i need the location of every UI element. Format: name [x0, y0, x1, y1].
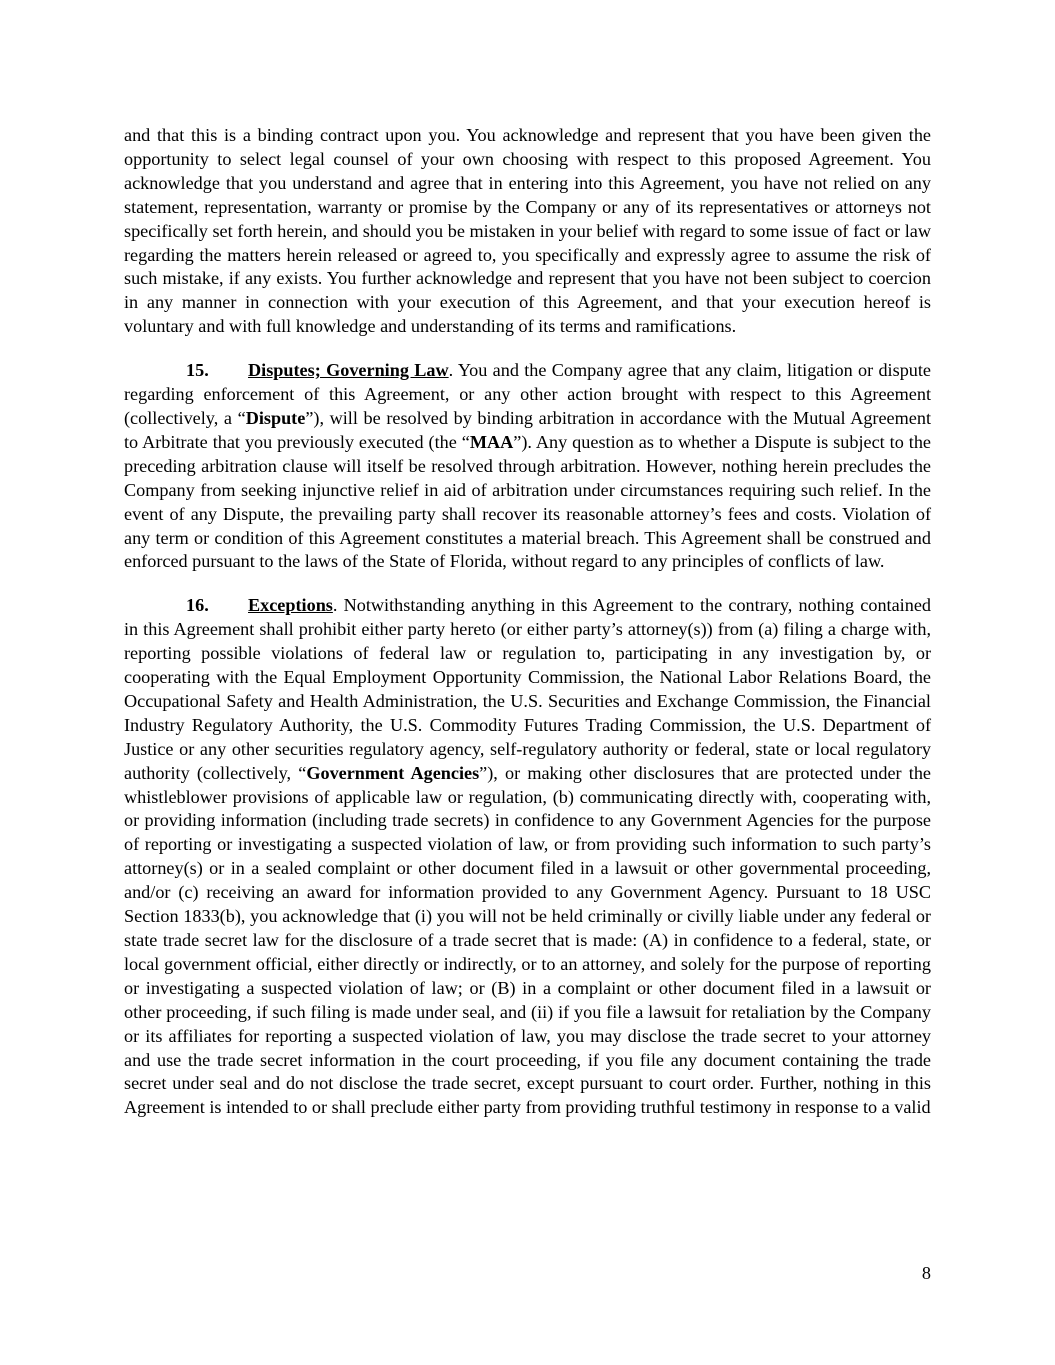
continuation-paragraph — [124, 124, 931, 339]
section-16-heading: Exceptions — [248, 595, 333, 616]
document-body — [124, 124, 931, 1140]
section-15-number: 15. — [186, 360, 209, 381]
section-15-text-3: ”). Any question as to whether a Dispute is subject to the preceding arbitration clause will itself be resolved through arbitration. However, nothing herein precludes the Company from seeking injunctive relief in aid of arbitration under circumstances requiring such relief. In the event of any Dispute, the prevailing party shall recover its reasonable attorney’s fees and costs. Violation of any term or condition of this Agreement constitutes a material breach. This Agreement shall be construed and enforced pursuant to the laws of the State of Florida, without regard to any principles of conflicts of law. — [124, 431, 931, 572]
defined-term-government-agencies: Government Agencies — [306, 762, 480, 783]
section-15-paragraph — [124, 359, 931, 574]
section-15-text-2: ”), will be resolved by binding arbitration in accordance with the Mutual Agreement to Arbitrate that you previously executed (the “ — [124, 407, 931, 452]
defined-term-maa: MAA — [469, 431, 514, 452]
page-number: 8 — [921, 1263, 931, 1283]
defined-term-dispute: Dispute — [245, 407, 306, 428]
section-15-text-1: . You and the Company agree that any claim, litigation or dispute regarding enforcement of this Agreement, or any other action brought with respect to this Agreement (collectively, a “ — [124, 360, 932, 428]
section-16-number: 16. — [186, 595, 209, 616]
continuation-text: and that this is a binding contract upon you. You acknowledge and represent that you have been given the opportunity to select legal counsel of your own choosing with respect to this proposed Agreement. You acknowledge that you understand and agree that in entering into this Agreement, you have not relied on any statement, representation, warranty or promise by the Company or any of its representatives or attorneys not specifically set forth herein, and should you be mistaken in your belief with regard to some issue of fact or law regarding the matters herein released or agreed to, you specifically and expressly agree to assume the risk of such mistake, if any exists. You further acknowledge and represent that you have not been subject to coercion in any manner in connection with your execution of this Agreement, and that your execution hereof is voluntary and with full knowledge and understanding of its terms and ramifications. — [124, 125, 931, 337]
section-16-paragraph — [124, 594, 931, 1120]
section-15-heading: Disputes; Governing Law — [248, 360, 449, 381]
section-16-text-2: ”), or making other disclosures that are protected under the whistleblower provisions of applicable law or regulation, (b) communicating directly with, cooperating with, or providing information (including trade secrets) in confidence to any Government Agencies for the purpose of reporting or investigating a suspected violation of law, or from providing such information to such party’s attorney(s) or in a sealed complaint or other document filed in a lawsuit or other governmental proceeding, and/or (c) receiving an award for information provided to any Government Agency. Pursuant to 18 USC Section 1833(b), you acknowledge that (i) you will not be held criminally or civilly liable under any federal or state trade secret law for the disclosure of a trade secret that is made: (A) in confidence to a federal, state, or local government official, either directly or indirectly, or to an attorney, and solely for the purpose of reporting or investigating a suspected violation of law; or (B) in a complaint or other document filed in a lawsuit or other proceeding, if such filing is made under seal, and (ii) if you file a lawsuit for retaliation by the Company or its affiliates for reporting a suspected violation of law, you may disclose the trade secret to your attorney and use the trade secret information in the court proceeding, if you file any document containing the trade secret under seal and do not disclose the trade secret, except pursuant to court order. Further, nothing in this Agreement is intended to or shall preclude either party from providing truthful testimony in response to a valid — [124, 762, 931, 1118]
section-16-text-1: . Notwithstanding anything in this Agreement to the contrary, nothing contained in this Agreement shall prohibit either party hereto (or either party’s attorney(s)) from (a) filing a charge with, reporting possible violations of federal law or regulation to, participating in any investigation by, or cooperating with the Equal Employment Opportunity Commission, the National Labor Relations Board, the Occupational Safety and Health Administration, the U.S. Securities and Exchange Commission, the Financial Industry Regulatory Authority, the U.S. Commodity Futures Trading Commission, the U.S. Department of Justice or any other securities regulatory agency, self-regulatory authority or federal, state or local regulatory authority (collectively, “ — [124, 595, 931, 783]
